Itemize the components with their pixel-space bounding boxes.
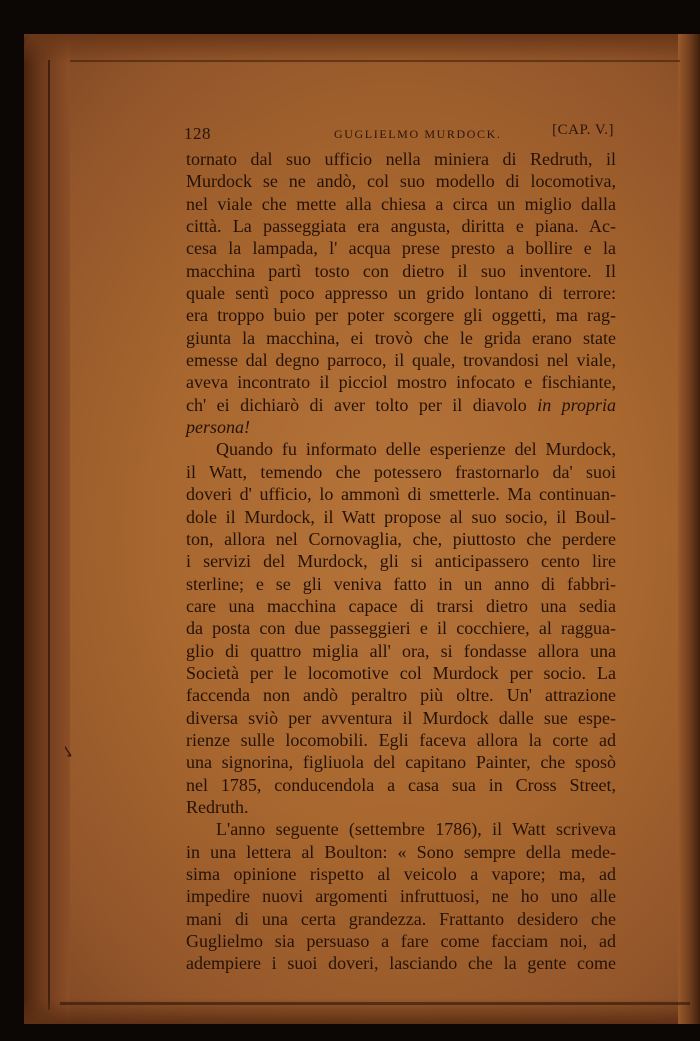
text-line — [186, 394, 616, 416]
text-line-content: i servizi del Murdock, gli si anticipassero cento lire — [186, 551, 616, 572]
text-line-content: faccenda non andò peraltro più oltre. Un' attrazione — [186, 685, 616, 706]
text-line-content: Redruth. — [186, 796, 249, 817]
text-line — [186, 729, 616, 751]
text-line — [186, 506, 616, 528]
text-line — [186, 349, 616, 371]
text-line-content: impedire nuovi argomenti infruttuosi, ne ho uno alle — [186, 886, 616, 907]
text-line — [186, 707, 616, 729]
text-line-content: cesa la lampada, l' acqua prese presto a bollire e la — [186, 238, 616, 259]
text-line — [186, 371, 616, 393]
text-line — [186, 416, 616, 438]
text-line-content: glio di quattro miglia all' ora, si fondasse allora una — [186, 640, 616, 661]
text-line-content: sterline; e se gli veniva fatto in un anno di fabbri- — [186, 573, 616, 594]
text-line — [186, 952, 616, 974]
page-right-edge — [678, 34, 700, 1024]
text-line-content: da posta con due passeggieri e il cocchiere, al ragguа- — [186, 618, 616, 639]
text-line-content: nel 1785, conducendola a casa sua in Cross Street, — [186, 774, 616, 795]
body-text — [186, 148, 616, 975]
text-line — [186, 148, 616, 170]
text-line-content: doveri d' ufficio, lo ammonì di smetterle. Ma continuan- — [186, 484, 616, 505]
text-line — [186, 260, 616, 282]
text-line-content: adempiere i suoi doveri, lasciando che la gente come — [186, 953, 616, 974]
text-line-content: nel viale che mette alla chiesa a circa un miglio dalla — [186, 193, 616, 214]
text-line-content: ch' ei dichiarò di aver tolto per il diavolo — [186, 394, 538, 415]
text-line-content: dole il Murdock, il Watt propose al suo socio, il Boul- — [186, 506, 616, 527]
text-line-content: Società per le locomotive col Murdock per socio. La — [186, 662, 616, 683]
text-line-content: sima opinione rispetto al veicolo a vapore; ma, ad — [186, 864, 616, 884]
text-line — [186, 528, 616, 550]
text-line — [186, 282, 616, 304]
text-line — [186, 438, 616, 460]
text-line-content: era troppo buio per poter scorgere gli oggetti, ma rag- — [186, 305, 616, 326]
text-line — [186, 640, 616, 662]
text-line-content: città. La passeggiata era angusta, diritta e piana. Ac- — [186, 216, 616, 237]
text-line-content: diversa sviò per avventura il Murdock dalle sue espe- — [186, 707, 616, 728]
top-border-line — [70, 60, 680, 62]
text-line — [186, 595, 616, 617]
text-line — [186, 573, 616, 595]
text-line — [186, 662, 616, 684]
text-line-content: mani di una certa grandezza. Frattanto desidero che — [186, 908, 616, 929]
text-line — [186, 304, 616, 326]
running-title: GUGLIELMO MURDOCK. — [334, 127, 502, 141]
text-line-content: care una macchina capace di trarsi dietro una sedia — [186, 595, 616, 616]
text-line-content: giunta la macchina, ei trovò che le grida erano state — [186, 327, 616, 348]
italic-phrase: in propria — [537, 394, 616, 415]
running-header — [184, 120, 614, 144]
text-line — [186, 684, 616, 706]
text-line — [186, 237, 616, 259]
text-line — [186, 483, 616, 505]
text-line-content: ton, allora nel Cornovaglia, che, piuttosto che perdere — [186, 528, 616, 549]
bottom-border-line — [60, 1002, 690, 1005]
text-line-content: macchina partì tosto con dietro il suo inventore. Il — [186, 260, 616, 281]
text-line — [186, 751, 616, 773]
text-line — [186, 818, 616, 840]
text-line-content: una signorina, figliuola del capitano Painter, che sposò — [186, 752, 616, 773]
margin-pencil-mark: ✓ — [57, 741, 81, 762]
text-line — [186, 617, 616, 639]
chapter-reference: [CAP. V.] — [552, 122, 614, 138]
binding-shadow — [48, 60, 50, 1010]
text-line — [186, 215, 616, 237]
text-line — [186, 170, 616, 192]
text-line-content: quale sentì poco appresso un grido lontano di terrore: — [186, 283, 616, 304]
text-line — [186, 930, 616, 952]
text-line-content: Guglielmo sia persuaso a fare come facciam noi, ad — [186, 931, 616, 952]
italic-phrase: persona! — [186, 417, 250, 438]
text-line-content: in una lettera al Boulton: « Sono sempre della mede- — [186, 841, 616, 862]
text-line-content: rienze sulle locomobili. Egli faceva allora la corte ad — [186, 729, 616, 750]
text-line — [186, 550, 616, 572]
text-line — [186, 796, 616, 818]
page-left-edge — [24, 34, 70, 1024]
text-line — [186, 461, 616, 483]
text-line-content: L'anno seguente (settembre 1786), il Watt scriveva — [216, 819, 616, 840]
text-line — [186, 885, 616, 907]
text-line — [186, 841, 616, 863]
text-line — [186, 327, 616, 349]
text-line-content: emesse dal degno parroco, il quale, trovandosi nel viale, — [186, 350, 616, 371]
text-line — [186, 908, 616, 930]
page-number: 128 — [184, 124, 211, 143]
text-line-content: Quando fu informato delle esperienze del Murdock, — [216, 439, 616, 460]
text-line-content: aveva incontrato il picciol mostro infocato e fischiante, — [186, 372, 616, 393]
text-line-content: il Watt, temendo che potessero frastornarlo da' suoi — [186, 461, 616, 482]
text-line — [186, 193, 616, 215]
text-line-content: Murdock se ne andò, col suo modello di locomotiva, — [186, 171, 616, 192]
text-line-content: tornato dal suo ufficio nella miniera di Redruth, il — [186, 149, 616, 169]
text-line — [186, 774, 616, 796]
text-line — [186, 863, 616, 885]
